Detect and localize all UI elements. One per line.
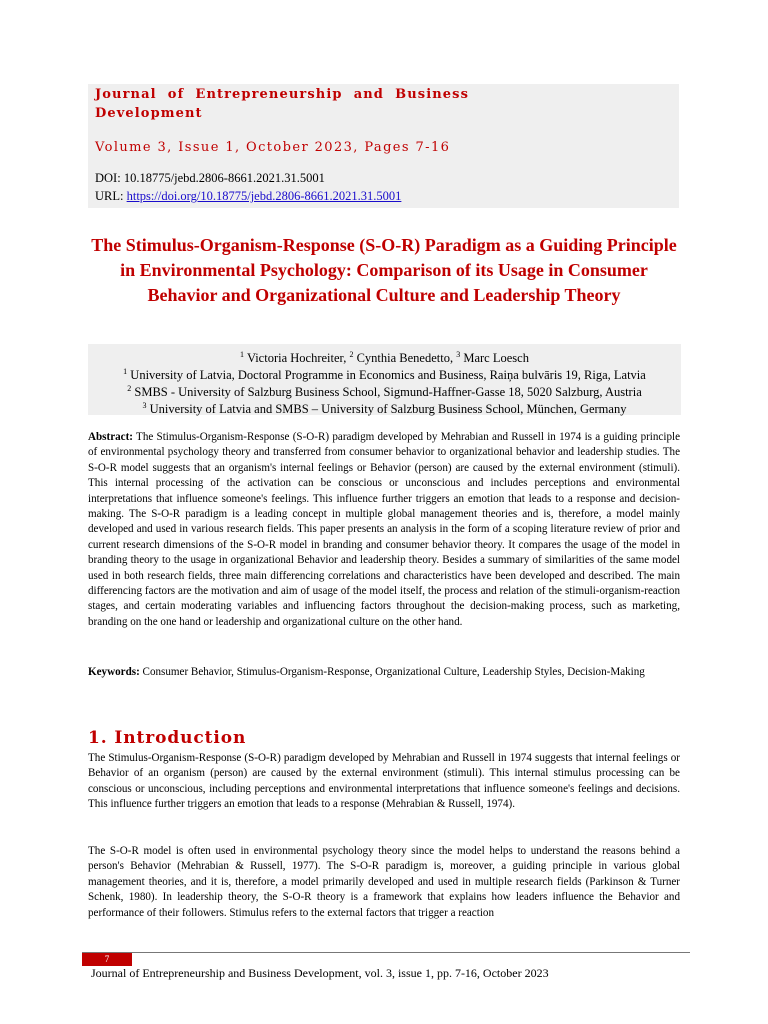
affiliation-sup-1: 1 <box>123 367 128 376</box>
affiliation-sup-3: 3 <box>142 401 147 410</box>
author-sup-3: 3 <box>456 350 461 359</box>
abstract <box>88 430 680 630</box>
affiliation-text-2: SMBS - University of Salzburg Business School, Sigmund-Haffner-Gasse 18, 5020 Salzburg, Austria <box>134 385 642 400</box>
doi-link[interactable]: https://doi.org/10.18775/jebd.2806-8661.2021.31.5001 <box>126 189 402 203</box>
keywords <box>88 665 680 680</box>
paper-title: The Stimulus-Organism-Response (S-O-R) Paradigm as a Guiding Principle in Environmental Psychology: Comparison of its Usage in Consumer Behavior and Organizational Culture and Leadership Theory <box>91 235 677 305</box>
footer-rule <box>82 952 690 953</box>
author-3: Marc Loesch <box>463 351 529 366</box>
doi-line: DOI: 10.18775/jebd.2806-8661.2021.31.5001 <box>95 171 325 185</box>
section-heading-introduction: 1. Introduction <box>88 728 247 748</box>
intro-paragraph-2: The S-O-R model is often used in environmental psychology theory since the model helps to understand the reasons behind a person's Behavior (Mehrabian & Russell, 1977). The S-O-R paradigm is, moreover, a guiding principle in various global management theories, and it is, therefore, a model primarily developed and used in multiple research fields (Parkinson & Turner Schenk, 1980). In leadership theory, the S-O-R theory is a framework that explains how leaders influence the Behavior and performance of their followers. Stimulus refers to the external factors that trigger a reaction <box>88 845 680 919</box>
abstract-label: Abstract: <box>88 431 133 443</box>
journal-name: Journal of Entrepreneurship and Business Development <box>95 87 469 121</box>
url-label: URL: <box>95 189 127 203</box>
affiliation-text-1: University of Latvia, Doctoral Programme in Economics and Business, Raiņa bulvāris 19, Riga, Latvia <box>130 368 646 383</box>
intro-paragraph-1: The Stimulus-Organism-Response (S-O-R) paradigm developed by Mehrabian and Russell in 1974 suggests that internal feelings or Behavior of an organism (person) are caused by the external environment (stimuli). This internal stimulus processing can be conscious or unconscious, including perceptions and environmental interpretations that influence someone's feelings and decisions. This influence further triggers an emotion that leads to a response (Mehrabian & Russell, 1974). <box>88 752 680 811</box>
url-line <box>95 189 401 204</box>
keywords-label: Keywords: <box>88 666 140 678</box>
page-number-badge: 7 <box>82 953 132 966</box>
abstract-text: The Stimulus-Organism-Response (S-O-R) paradigm developed by Mehrabian and Russell in 1974 is a guiding principle of environmental psychology theory and transferred from consumer behavior to organizational behavior and leadership studies. The S-O-R model suggests that an organism's internal feelings or Behavior (person) are caused by the external environment (stimuli). This internal processing of the activation can be conscious or unconscious and includes perceptions and environmental interpretations that influence someone's feelings. This influence further triggers an emotion that leads to a response and decision-making. The S-O-R paradigm is a leading concept in multiple global management theories and is, therefore, a model mainly developed and used in various research fields. This paper presents an analysis in the form of a scoping literature review of prior and current research dimensions of the S-O-R model in branding and consumer behavior theory. It compares the usage of the model in branding theory to the usage in organizational Behavior and leadership theory. Besides a summary of similarities of the same model used in both research fields, three main differencing correlations and characteristics have been developed and described. The main differencing factors are the motivation and aim of usage of the model itself, the process and relation of the stimuli-organism-reaction stages, and certain moderating variables and influencing factors throughout the decision-making process, such as marketing, branding on the one hand or leadership and organizational culture on the other hand. <box>88 431 680 628</box>
volume-line: Volume 3, Issue 1, October 2023, Pages 7-16 <box>95 140 451 155</box>
keywords-text: Consumer Behavior, Stimulus-Organism-Response, Organizational Culture, Leadership Styles, Decision-Making <box>142 666 645 678</box>
affiliation-text-3: University of Latvia and SMBS – University of Salzburg Business School, München, Germany <box>149 402 627 417</box>
affiliation-sup-2: 2 <box>127 384 132 393</box>
author-sup-2: 2 <box>349 350 354 359</box>
author-2: Cynthia Benedetto, <box>356 351 457 366</box>
affiliation-3 <box>88 397 681 418</box>
author-1: Victoria Hochreiter, <box>246 351 350 366</box>
author-sup-1: 1 <box>240 350 245 359</box>
footer-citation: Journal of Entrepreneurship and Business Development, vol. 3, issue 1, pp. 7-16, October 2023 <box>91 966 549 980</box>
